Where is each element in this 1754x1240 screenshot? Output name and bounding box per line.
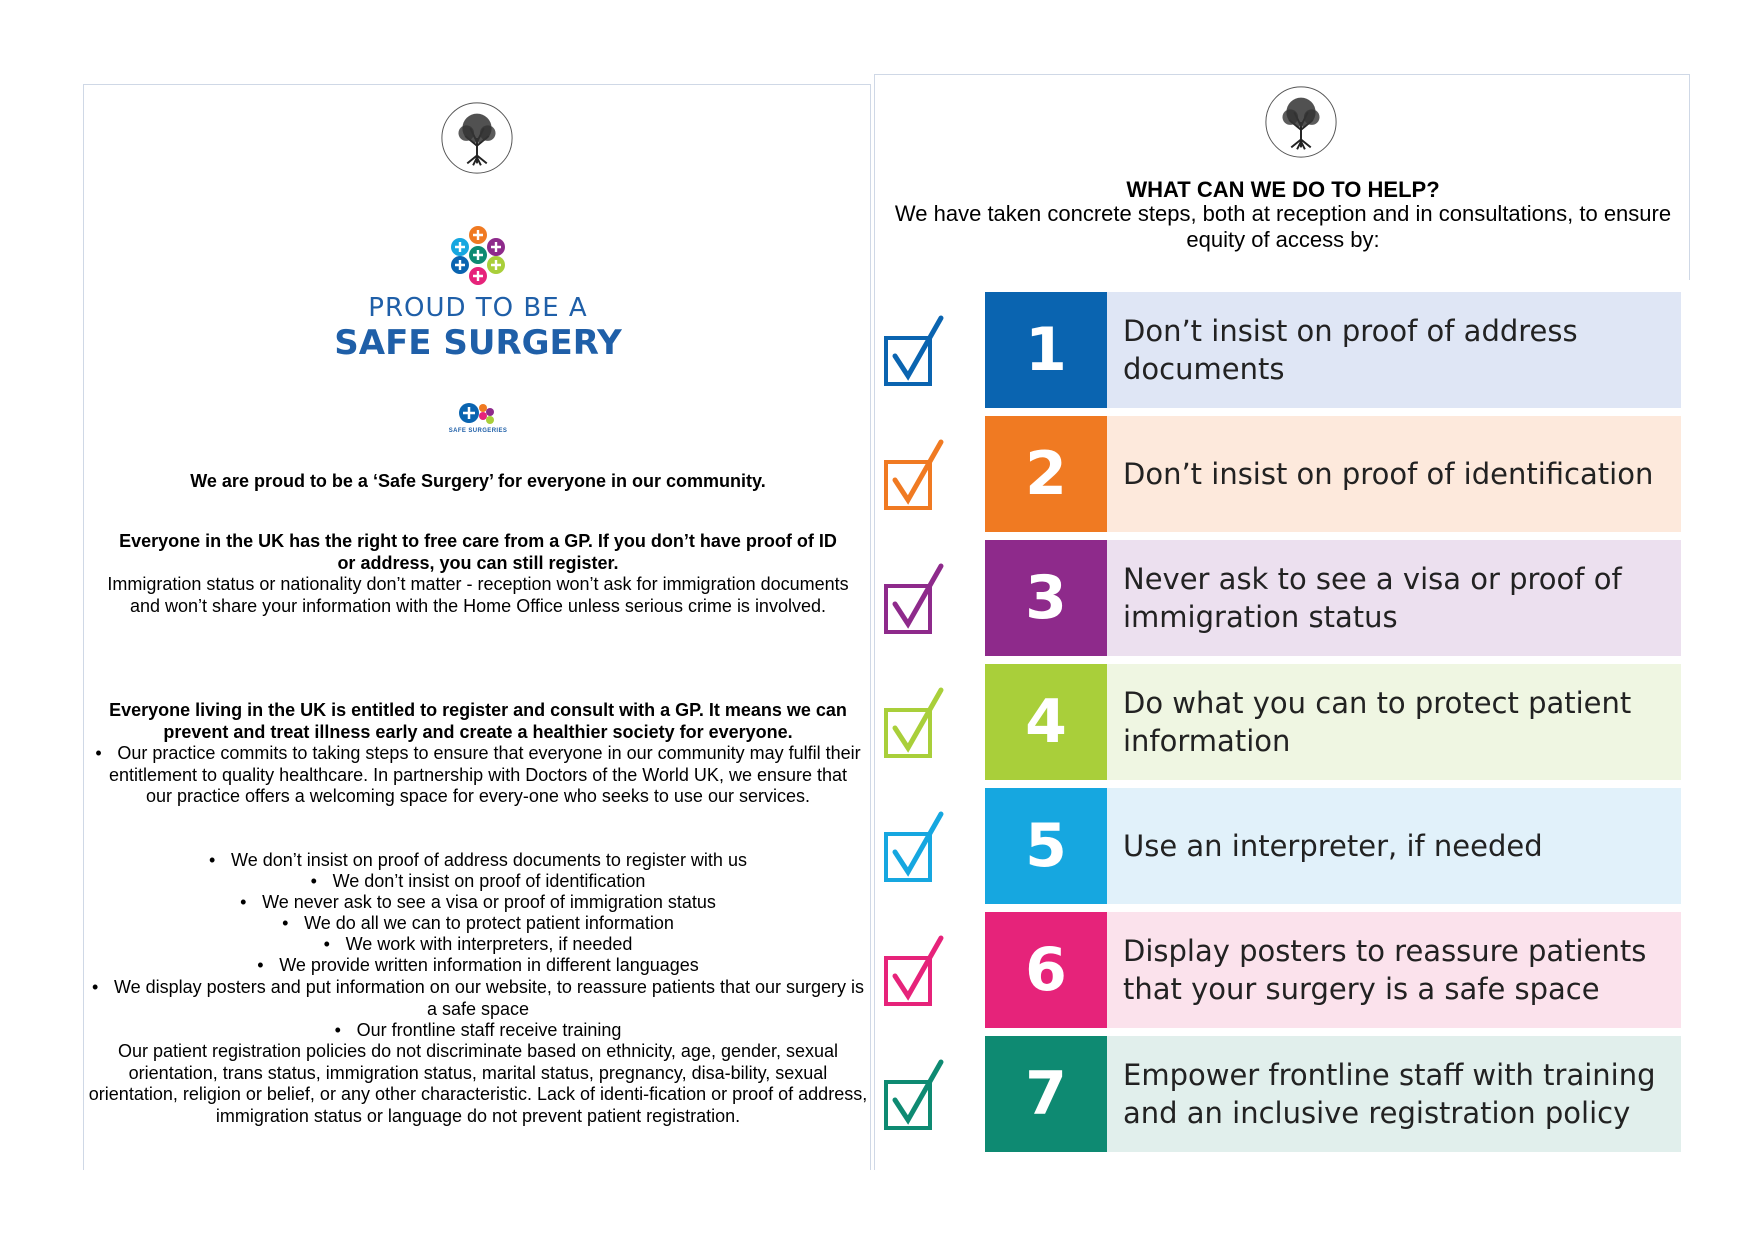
left-poster [83,84,871,1170]
step-number: 3 [985,540,1107,656]
step-text: Empower frontline staff with training and an inclusive registration policy [1107,1036,1681,1152]
right-poster [874,74,1690,1170]
tree-crest-logo [438,99,516,177]
checkbox-tick-icon [883,436,947,516]
bullet-text: We never ask to see a visa or proof of immigration status [262,892,716,912]
step-text: Display posters to reassure patients that your surgery is a safe space [1107,912,1681,1028]
bullet-text: We don’t insist on proof of address documents to register with us [231,850,747,870]
step-number: 2 [985,416,1107,532]
panel-edge [874,280,875,1170]
checkbox-tick-icon [883,932,947,1012]
bullet-item: • Our frontline staff receive training [334,1020,622,1040]
step-row [883,912,1683,1030]
proud-heading-line1: PROUD TO BE A [368,293,588,323]
checkbox-tick-icon [883,560,947,640]
help-title: WHAT CAN WE DO TO HELP? [1126,177,1440,202]
step-row [883,416,1683,534]
intro-statement: We are proud to be a ‘Safe Surgery’ for everyone in our community. [190,471,766,491]
safe-surgeries-logo [439,401,517,435]
safe-surgery-flower-icon [448,225,508,285]
bullet-text: We display posters and put information on our website, to reassure patients that our surgery is a safe space [113,977,865,1019]
bullet-item: • We don’t insist on proof of address documents to register with us [209,850,747,870]
checkbox-tick-icon [883,1056,947,1136]
step-text: Don’t insist on proof of address documents [1107,292,1681,408]
step-row [883,1036,1683,1154]
bullet-text: We don’t insist on proof of identification [332,871,646,891]
checkbox-tick-icon [883,312,947,392]
bullet-item: • We never ask to see a visa or proof of immigration status [240,892,716,912]
bullet-item: • Our practice commits to taking steps to ensure that everyone in our community may fulfil their entitlement to quality healthcare. In partnership with Doctors of the World UK, we ensure that our practice offers a welcoming space for every-one who seeks to use our services. [95,743,861,806]
step-text: Use an interpreter, if needed [1107,788,1681,904]
step-row [883,664,1683,782]
bullet-text: We work with interpreters, if needed [345,934,633,954]
step-number: 6 [985,912,1107,1028]
step-number: 7 [985,1036,1107,1152]
step-row [883,540,1683,658]
checkbox-tick-icon [883,808,947,888]
tree-crest-logo [1262,83,1340,161]
bullet-item: • We provide written information in different languages [257,955,699,975]
checkbox-tick-icon [883,684,947,764]
bullet-text: We do all we can to protect patient information [304,913,674,933]
safe-surgeries-logo-label: SAFE SURGERIES [448,428,508,434]
step-number: 4 [985,664,1107,780]
rights-heading: Everyone in the UK has the right to free care from a GP. If you don’t have proof of ID or address, you can still register. [119,531,837,573]
step-row [883,788,1683,906]
step-text: Don’t insist on proof of identification [1107,416,1681,532]
bullet-item: • We don’t insist on proof of identification [310,871,646,891]
bullet-text: Our frontline staff receive training [356,1020,622,1040]
step-text: Do what you can to protect patient information [1107,664,1681,780]
help-header [874,74,1690,280]
proud-heading-line2: SAFE SURGERY [334,323,622,363]
step-number: 1 [985,292,1107,408]
bullet-item: • We do all we can to protect patient information [282,913,674,933]
rights-body: Immigration status or nationality don’t matter - reception won’t ask for immigration documents and won’t share your information with the Home Office unless serious crime is involved. [107,574,849,616]
step-text: Never ask to see a visa or proof of immigration status [1107,540,1681,656]
entitled-heading: Everyone living in the UK is entitled to register and consult with a GP. It means we can prevent and treat illness early and create a healthier society for everyone. [109,700,847,742]
bullet-text: We provide written information in different languages [279,955,699,975]
help-subtitle: We have taken concrete steps, both at reception and in consultations, to ensure equity of access by: [894,201,1672,252]
bullet-text: Our practice commits to taking steps to ensure that everyone in our community may fulfil their entitlement to quality healthcare. In partnership with Doctors of the World UK, we ensure that our practice offers a welcoming space for every-one who seeks to use our services. [108,743,861,806]
step-row [883,292,1683,410]
bullet-item: • We work with interpreters, if needed [323,934,633,954]
step-number: 5 [985,788,1107,904]
safe-surgeries-mini-icon [439,401,517,427]
bullet-item: • We display posters and put information on our website, to reassure patients that our surgery is a safe space [91,977,865,1019]
closing-paragraph: Our patient registration policies do not discriminate based on ethnicity, age, gender, sexual orientation, trans status, immigration status, marital status, pregnancy, disa-bility, sexual orientation, religion or belief, or any other characteristic. Lack of identi-fication or proof of address, immigration status or language do not prevent patient registration. [88,1041,868,1126]
